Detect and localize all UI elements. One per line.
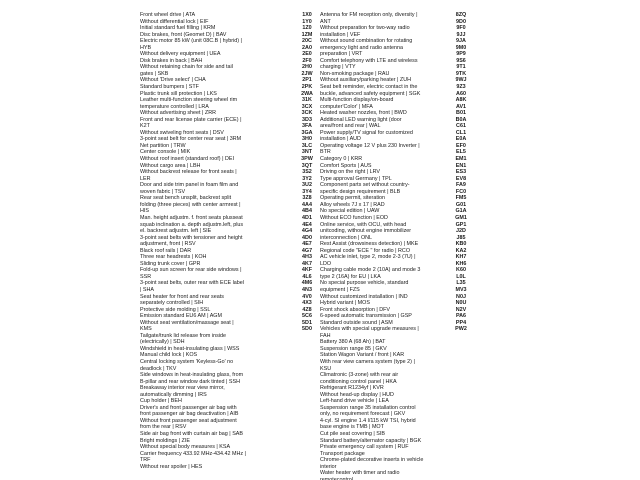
option-code: 2E0 [302,51,312,58]
option-line: Emission standard EU6 AM | AGM [140,313,222,320]
option-code: EF0 [456,142,466,149]
option-line: 3-point seat belts, outer rear with ECE label [140,280,244,287]
option-line: Without preparation for two-way radio [320,25,410,32]
option-code: 4D0 [302,234,312,241]
option-line: el. backrest adjustm. left | SIE [140,228,212,235]
option-code: PW2 [455,326,467,333]
option-line: temperature controlled | LRA [140,103,209,110]
option-line: squab inclination a. depth adjustm.left, plus [140,221,244,228]
option-code: N0J [456,293,466,300]
option-code: 3NT [301,149,313,156]
option-code: GM1 [455,214,467,221]
option-code: 9F0 [456,25,466,32]
option-code: 1X0 [302,12,312,18]
option-line: type 2 (16A) for EU | LKA [320,273,381,280]
option-line: Standard outside sound | ASM [320,319,393,326]
option-line: only, no requirement forecast | GKV [320,411,406,418]
option-line: Center console | MIK [140,149,191,156]
option-line: Disk brakes in back | BAH [140,57,203,64]
option-line: base engine is TMB | MOT [320,424,384,431]
option-code: K60 [456,267,466,274]
option-line: KSU [320,365,332,372]
option-line: Standard battery/alternator capacity | BGK [320,437,422,444]
option-code: 2H0 [302,64,312,71]
option-code: 3LC [301,142,313,149]
option-code: PA6 [455,313,467,320]
option-code: 4N3 [302,286,312,293]
option-line: Disc brakes, front (Geomet D) | BAV [140,31,227,38]
option-line: TRF [140,457,151,464]
option-code: 4X3 [302,300,312,307]
option-line: Central locking system 'Keyless-Go' no [140,358,234,365]
option-line: (electrically) | SDH [140,339,185,346]
option-line: Without delivery equipment | UEA [140,51,221,58]
option-line: Chrome-plated decorative inserts in vehicle [320,457,424,464]
option-code: 4E4 [302,221,312,228]
option-code: FC0 [455,188,467,195]
option-line: Without swiveling front seats | DSV [140,129,224,136]
option-line: gates | SKB [140,70,169,77]
option-line: Comfort Sports | AUS [320,162,372,169]
option-line: Fold-up sun screen for rear side windows | [140,267,242,274]
option-line: 3-point seat belt for center rear seat | 3RM [140,136,242,143]
option-code: 4H3 [302,254,312,261]
option-code: 9Z3 [456,84,466,91]
option-line: AC vehicle inlet, type 2, mode 2-3 (7U) | [320,254,416,261]
option-line: Vehicles with special upgrade measures | [320,326,419,333]
option-line: Without cargo area | LBH [140,162,201,169]
option-code: J2D [456,228,466,235]
option-line: Side air bag front with curtain air bag | SAB [140,431,243,437]
option-code: 2P1 [302,77,312,84]
option-code: 3Y4 [302,188,312,195]
option-line: Left-hand drive vehicle | LEA [320,398,389,405]
option-line: Without special body measures | KSA [140,444,231,451]
option-line: Refrigerant R1234yf | KVR [320,385,384,392]
option-code: 20C [302,38,312,45]
option-line: 6-speed automatic transmission | GSP [320,313,412,320]
option-code: 5D1 [302,319,312,326]
options-right-column [320,12,458,480]
option-code: 4A4 [302,201,312,208]
option-line: remotecontrol [320,476,353,480]
option-line: Driver's and front passenger air bag with [140,404,237,411]
option-code: 5C6 [302,313,312,320]
option-line: Leather multi-function steering wheel rim [140,97,238,104]
option-line: Without sound combination for rotating [320,38,413,45]
option-line: Without auxiliary/parking heater | ZUH [320,77,411,84]
option-line: separately controlled | SIH [140,300,204,307]
option-line: Without front passenger seat adjustment [140,417,237,424]
option-code: 4G4 [301,228,313,235]
option-code: 2PK [301,84,313,91]
option-line: Operating permit, siteration [320,195,386,202]
option-code: L35 [456,280,466,287]
option-code: 4D1 [302,214,312,221]
option-line: Cup holder | BEH [140,398,182,405]
option-line: Without retaining chain for side and tail [140,64,233,71]
option-code: 3U2 [302,182,312,189]
option-line: Regional code "ECE " for radio | RCO [320,247,411,254]
option-line: | SHA [140,286,154,293]
option-line: Type approval Germany | TPL [320,175,392,182]
option-line: 3-point seat belts with tensioner and height [140,234,243,241]
option-code: 8ZQ [455,12,467,18]
option-line: BTR [320,149,331,156]
option-code: 2JW [301,70,313,77]
option-line: HIS [140,208,149,215]
option-line: Without customized installation | IND [320,293,408,300]
option-code: 4K7 [302,260,312,267]
option-line: 4-cyl. SI engine 1.4 l/115 kW TSI, hybrid [320,417,416,424]
option-code: A60 [456,90,466,97]
option-line: Tailgate/trunk lid release from inside [140,332,226,339]
option-line: Without rear spoiler | HES [140,463,203,470]
option-line: automatically dimming | IRS [140,391,207,398]
option-line: LER [140,175,151,182]
option-code: G01 [455,201,467,208]
option-code: 9M0 [455,44,467,51]
option-line: KMS [140,326,152,333]
option-line: Transport package [320,450,365,457]
option-line: Initial standard fuel filling | KRM [140,25,216,32]
option-line: Multi-function display/on-board [320,97,394,104]
option-line: Front wheel drive | ATA [140,12,196,18]
option-line: ANT [320,18,331,25]
option-code: 4G7 [301,247,313,254]
option-line: HYB [140,44,152,51]
option-line: Carrier frequency 433.92 MHz-434.42 MHz | [140,450,246,457]
option-code: ES3 [455,169,467,176]
option-line: charging | VTY [320,64,356,71]
option-line: Private emergency call system | RUF [320,444,409,451]
option-line: Sliding trunk cover | GPR [140,260,201,267]
option-code: 2F0 [302,57,312,64]
option-line: specific design requirement | BLB [320,188,401,195]
option-code: 1Z0 [302,25,312,32]
option-line: FAH [320,332,331,339]
codes-left-column [298,12,316,333]
option-code: 31K [302,97,312,104]
option-code: 9S6 [456,57,466,64]
option-line: Black roof rails | DAR [140,247,192,254]
option-line: Cut pile seat covering | SIB [320,431,385,437]
option-line: Rest Assist (drowsiness detection) | MKE [320,241,419,248]
option-line: Driving on the right | LRV [320,169,381,176]
option-line: Antenna for FM reception only, diversity | [320,12,418,18]
option-code: EM1 [455,156,467,163]
option-line: buckle, advanced safety equipment | SGK [320,90,421,97]
option-line: Rear seat bench unsplit, backrest split [140,195,232,202]
option-line: Net partition | TRW [140,142,186,149]
option-line: Station Wagon Variant / front | KAR [320,352,405,359]
option-code: 3QT [301,162,313,169]
option-code: 3CX [301,103,313,110]
option-line: computer'Color' | MFA [320,103,373,110]
option-code: KH6 [455,260,467,267]
option-line: Category 0 | KRR [320,156,363,163]
option-code: 3FA [302,123,312,130]
option-code: 9WJ [455,77,467,84]
option-line: Operating voltage 12 V plus 230 Inverter | [320,142,420,149]
option-code: C61 [456,123,466,130]
option-line: Hybrid variant | MOS [320,300,370,307]
option-code: FA9 [456,182,466,189]
option-line: Additional LED warning light (door [320,116,402,123]
option-code: 9TK [455,70,467,77]
options-left-column [140,12,294,470]
option-code: MV3 [455,286,467,293]
option-line: Manual child lock | KOS [140,352,198,359]
option-line: Without head-up display | HUD [320,391,394,398]
option-line: Alloy wheels 7J x 17 | RAD [320,201,385,208]
option-line: Suspension range 85 | GKV [320,345,387,352]
option-code: 3Y2 [302,175,312,182]
option-code: 9P9 [456,51,466,58]
option-code: N0U [455,300,467,307]
option-line: Water heater with timer and radio [320,470,400,477]
option-code: 3H0 [302,136,312,143]
option-line: conditioning control panel | HKA [320,378,397,385]
option-code: E0A [455,136,467,143]
option-line: front passenger air bag deactivation | AIB [140,411,239,418]
option-code: 9T1 [456,64,466,71]
option-line: LDO [320,260,332,267]
option-line: woven fabric | TSV [140,188,186,195]
option-code: 4V0 [302,293,312,300]
option-code: 2WA [301,90,313,97]
option-code: N2V [455,306,467,313]
option-code: L0L [456,273,466,280]
option-line: equipment | FZS [320,286,360,293]
option-code: 3S2 [302,169,312,176]
option-line: Front shock absorption | DFV [320,306,391,313]
option-line: Without ECO function | EOD [320,214,388,221]
option-code: PP4 [455,319,467,326]
option-code: EV8 [455,175,467,182]
option-line: emergency light and radio antenna [320,44,404,51]
option-line: Without advertising sheet | ZRR [140,110,217,117]
option-line: Door and side trim panel in foam film and [140,182,239,189]
option-code: 5D0 [302,326,312,333]
option-line: interconnection | ONL [320,234,373,241]
option-line: Man. height adjustm. f. front seats plusseat [140,214,243,221]
option-code: CL1 [455,129,467,136]
option-line: Without roof insert (standard roof) | DEI [140,156,234,163]
option-line: Windshield in heat-insulating glass | WSS [140,345,240,352]
option-code: A8K [455,97,467,104]
option-line: Comfort telephony with LTE and wireless [320,57,418,64]
option-line: K2T [140,123,150,130]
option-line: Without 'Drive select' | CHA [140,77,206,84]
option-code: KH7 [455,254,467,261]
option-line: Online service, with OCU, with head [320,221,407,228]
option-code: KB0 [455,241,467,248]
option-code: AV1 [455,103,467,110]
option-line: Without backrest release for front seats | [140,169,237,176]
option-code: 1ZM [301,31,313,38]
option-code: 3D3 [302,116,312,123]
option-code: 4E7 [302,241,312,248]
option-code: 4Z8 [302,306,312,313]
codes-right-column [448,12,474,333]
option-code: 4L6 [302,273,312,280]
option-line: from the rear | RSV [140,424,187,431]
option-code: 3PW [301,156,313,163]
option-line: Non-smoking package | RAU [320,70,390,77]
option-code: B0A [455,116,467,123]
option-line: Without seat ventilation/massage seat | [140,319,234,326]
option-line: Front and rear license plate carrier (ECE) | [140,116,242,123]
option-code: 1Y0 [302,18,312,25]
option-line: Side windows in heat-insulating glass, from [140,372,244,379]
option-line: No special edition | UAW [320,208,380,215]
option-code: 3CK [301,110,313,117]
option-line: preparation | VRT [320,51,363,58]
option-code: G1A [455,208,467,215]
option-code: EN1 [455,162,467,169]
option-line: folding (three pieces) with center armrest | [140,201,241,208]
option-line: Seat belt reminder, electric contact in the [320,84,418,91]
option-line: unitcoding, without engine immobilizer [320,228,412,235]
option-line: Three rear headrests | KOH [140,254,207,261]
option-code: J85 [456,234,466,241]
option-line: Charging cable mode 2 (10A) and mode 3 [320,267,421,274]
option-line: Battery 380 A (68 Ah) | BAT [320,339,386,346]
option-code: B01 [456,110,466,117]
option-line: Protective side molding | SSL [140,306,211,313]
option-code: 9JJ [456,31,466,38]
option-line: Bright moldings | ZIE [140,437,190,444]
option-line: Electric motor 85 kW (unit 08C.B | hybrid) | [140,38,242,45]
option-line: Breakaway interior rear view mirror, [140,385,225,392]
option-line: area/front and rear | WAL [320,123,381,130]
option-code: KA2 [455,247,467,254]
option-line: SSR [140,273,152,280]
option-code: 4KF [301,267,313,274]
option-line: Heated washer nozzles, front | BWD [320,110,407,117]
option-code: 2A0 [302,44,312,51]
option-line: Suspension range 35 installation control [320,404,416,411]
option-code: 3GA [301,129,313,136]
option-line: Standard bumpers | STF [140,84,199,91]
option-line: Plastic trunk sill protection | LKS [140,90,217,97]
option-code: 4B4 [302,208,312,215]
option-line: adjustment, front | RSV [140,241,196,248]
option-line: Component parts set without country- [320,182,410,189]
option-line: deadlock | TKV [140,365,177,372]
option-code: 4M6 [301,280,313,287]
option-line: B-pillar and rear window dark tinted | SSH [140,378,240,385]
option-code: FM5 [455,195,467,202]
option-line: No special purpose vehicle, standard [320,280,409,287]
option-line: Seat heater for front and rear seats [140,293,224,300]
option-line: Power supply/TV signal for customized [320,129,413,136]
option-line: interior [320,463,337,470]
option-code: 9D0 [456,18,466,25]
option-code: GP1 [455,221,467,228]
option-line: With rear view camera system (type 2) | [320,358,415,365]
option-line: Without differential lock | EIF [140,18,209,25]
option-code: 9JA [456,38,466,45]
option-line: installation | VEF [320,31,361,38]
option-code: 3Z8 [302,195,312,202]
option-line: Climatronic (3-zone) with rear air [320,372,399,379]
option-line: installation | AUD [320,136,361,143]
option-code: EL5 [456,149,466,156]
